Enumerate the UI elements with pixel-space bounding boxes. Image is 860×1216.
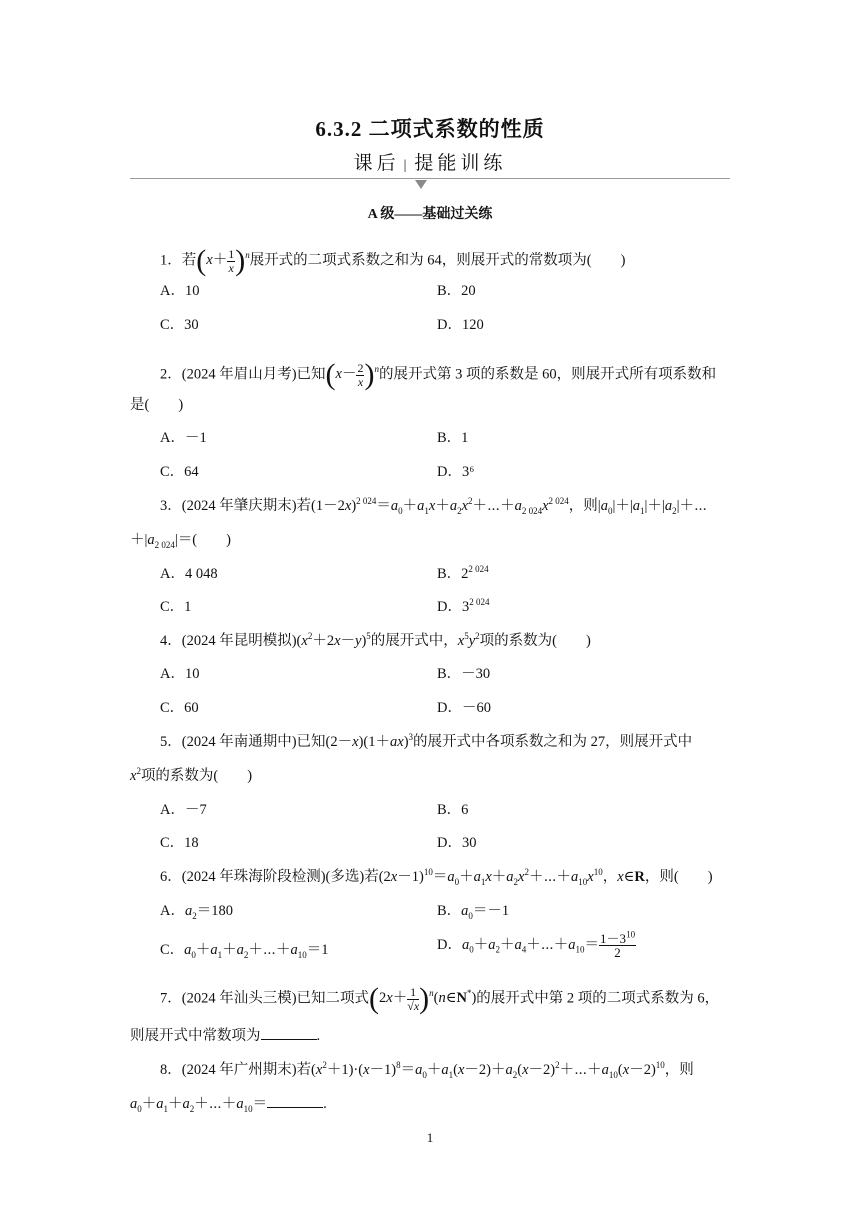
q3-option-b-exp: 2 024 [468, 564, 489, 575]
q7-number: 7．(2024 年汕头三模)已知二项式 [160, 990, 370, 1007]
q4-text: 的展开式中， [370, 633, 458, 649]
question-8 [160, 1060, 694, 1080]
q5-option-d: D．30 [437, 835, 477, 851]
q4-formula: $(x^2+2x-y)^5$ [296, 631, 371, 649]
q7-end: . [316, 1028, 321, 1044]
q4-option-d: D．－60 [437, 700, 491, 716]
q3-number: 3．(2024 年肇庆期末)若 [160, 498, 312, 514]
question-1 [160, 244, 626, 277]
q1-option-d: D．120 [437, 317, 484, 333]
q8-line2 [130, 1094, 327, 1114]
q6-option-b: B．$a_0=-1$ [437, 903, 510, 921]
page-subtitle [0, 148, 860, 175]
question-2 [160, 358, 717, 391]
q2-formula: (x－ $\frac{2}{x}$ )$^n$ [325, 358, 379, 391]
q2-option-a: A．－1 [160, 430, 207, 446]
q1-number: 1．若 [160, 252, 197, 269]
q8-formula: $(x^2+1)\cdot(x-1)^8=a_0+a_1(x-2)+a_2(x-2)^2+\cdots+a_{10}(x-2)^{10}$ [311, 1060, 665, 1080]
q7-answer-blank[interactable] [261, 1027, 317, 1040]
q7-line2 [130, 1026, 320, 1046]
q7-formula: (2x＋ $\frac{1}{√x}$ )$^n$(n∈N*) [369, 982, 477, 1015]
q5-option-a: A．－7 [160, 802, 207, 818]
q2-number: 2．(2024 年眉山月考)已知 [160, 366, 326, 383]
q3-option-c: C．1 [160, 599, 192, 615]
q5-term: $x^2$ [130, 766, 141, 784]
q8-sum: $a_0+a_1+a_2+\cdots+a_{10}=$ [130, 1096, 268, 1114]
question-3 [160, 496, 707, 516]
question-7 [160, 982, 720, 1015]
q5-option-b: B．6 [437, 802, 469, 818]
q3-formula: $(1-2x)^{2 024}=a_0+a_1x+a_2x^2+\cdots+a_{2 024}x^{2 024}$ [311, 496, 569, 516]
q2-option-c: C．64 [160, 464, 199, 480]
q1-formula: (x＋ $\frac{1}{x}$ )$^n$ [196, 244, 250, 277]
q6-formula: $(2x-1)^{10}=a_0+a_1x+a_2x^2+\cdots+a_{10}x^{10}$，x∈R [378, 867, 645, 887]
q3-text-end: ＝( ) [177, 532, 231, 548]
subtitle-left: 课后 [353, 153, 400, 174]
q8-number: 8．(2024 年广州期末)若 [160, 1062, 312, 1078]
subtitle-right: 提能训练 [414, 153, 507, 174]
q2-text: 的展开式第 3 项的系数是 60，则展开式所有项系数和 [378, 366, 717, 383]
q3-abs-last: $+|a_{2 024}|$ [130, 532, 178, 550]
q1-option-b: B．20 [437, 283, 476, 299]
q3-line2 [130, 530, 231, 550]
q6-text-end: ，则( ) [644, 869, 713, 885]
q4-number: 4．(2024 年昆明模拟) [160, 633, 297, 649]
q3-option-d-exp: 2 024 [469, 597, 490, 608]
q1-text: 展开式的二项式系数之和为 64，则展开式的常数项为( ) [249, 252, 626, 269]
q8-answer-blank[interactable] [267, 1095, 323, 1108]
q4-option-a: A．10 [160, 666, 200, 682]
question-5 [160, 732, 692, 752]
q5-text-end: 项的系数为( ) [140, 768, 253, 784]
q3-option-d [437, 597, 489, 617]
q2-option-b: B．1 [437, 430, 469, 446]
q3-option-b-base: B．2 [437, 566, 469, 582]
q3-option-a: A．4 048 [160, 566, 218, 582]
q4-option-c: C．60 [160, 700, 199, 716]
header-divider [130, 178, 730, 179]
q2-text-line2: 是( ) [130, 397, 184, 413]
q7-text: 的展开式中第 2 项的二项式系数为 6， [476, 990, 720, 1007]
subtitle-separator: | [403, 158, 411, 173]
q3-text: ，则 [568, 498, 598, 514]
q4-option-b: B．－30 [437, 666, 491, 682]
page-number: 1 [426, 1130, 434, 1145]
q8-text: ，则 [664, 1062, 694, 1078]
q6-option-d-label: D． [437, 936, 462, 953]
q4-term: $x^5y^2$ [457, 631, 480, 649]
q3-option-b [437, 564, 489, 584]
question-6 [160, 867, 713, 887]
q4-text-end: 项的系数为( ) [479, 633, 591, 649]
q6-option-a: A．$a_2=180$ [160, 903, 233, 921]
page-title: 6.3.2 二项式系数的性质 [315, 117, 545, 141]
section-heading: A 级——基础过关练 [367, 207, 493, 222]
triangle-marker-icon [415, 180, 427, 189]
q5-formula: $(2-x)(1+ax)^3$ [325, 732, 414, 750]
q5-text: 的展开式中各项系数之和为 27，则展开式中 [413, 734, 693, 750]
q7-text-2: 则展开式中常数项为 [130, 1028, 261, 1044]
q6-option-d: D．$a_0+a_2+a_4+\cdots+a_{10}=$ $\frac{1-3^{10}}{2}$ [437, 929, 636, 960]
q8-end: . [323, 1096, 327, 1112]
question-4 [160, 631, 591, 651]
q2-option-d: D．3⁶ [437, 464, 475, 480]
q1-option-a: A．10 [160, 283, 200, 299]
q5-option-c: C．18 [160, 835, 199, 851]
q6-option-b-label: B． [437, 903, 462, 919]
q6-option-a-label: A． [160, 903, 185, 919]
q3-option-d-base: D．3 [437, 599, 470, 615]
q5-number: 5．(2024 年南通期中)已知 [160, 734, 326, 750]
q3-abs-sum: $|a_0|+|a_1|+|a_2|+\cdots$ [597, 498, 708, 516]
q1-option-c: C．30 [160, 317, 199, 333]
q6-option-c: C．$a_0+a_1+a_2+\cdots+a_{10}=1$ [160, 942, 329, 960]
q6-number: 6．(2024 年珠海阶段检测)(多选)若 [160, 869, 379, 885]
q6-option-c-label: C． [160, 942, 185, 958]
q5-line2 [130, 766, 252, 786]
